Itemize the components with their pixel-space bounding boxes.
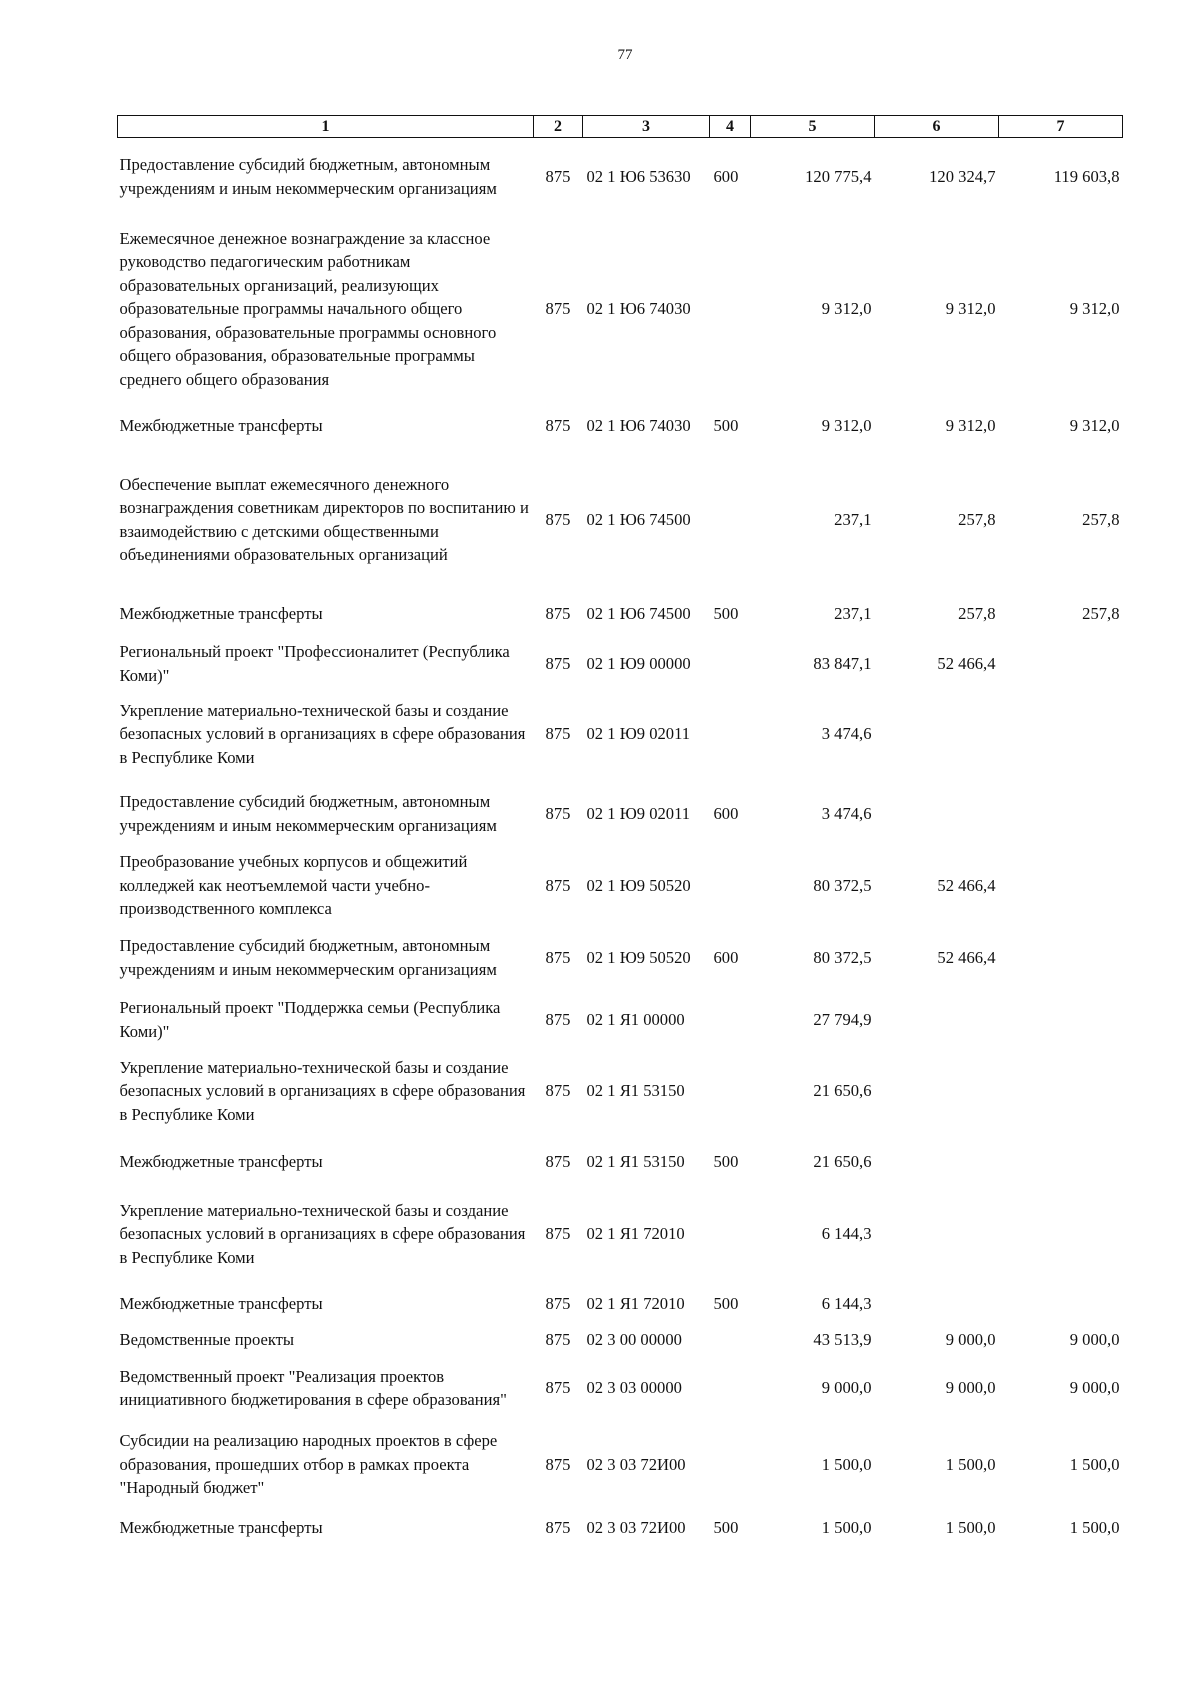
row-value-col6: 52 466,4 (937, 947, 996, 967)
table-row (118, 1188, 1123, 1281)
row-target-article: 02 1 Ю6 74030 (586, 415, 691, 435)
row-value-col6: 257,8 (958, 509, 996, 529)
row-value-col5: 3 474,6 (821, 724, 872, 744)
row-value-col6 (875, 1281, 999, 1327)
row-value-col6: 9 000,0 (945, 1329, 996, 1349)
row-name: Межбюджетные трансферты (119, 1152, 323, 1172)
row-expense-type: 500 (713, 415, 739, 435)
row-name: Обеспечение выплат ежемесячного денежного вознаграждения советникам директоров по воспитанию и взаимодействию с детскими общественными объединениями образовательных организаций (119, 474, 529, 564)
row-expense-type (710, 1424, 751, 1506)
row-grbs-code: 875 (545, 803, 571, 823)
row-value-col6: 52 466,4 (937, 653, 996, 673)
row-value-col5: 120 775,4 (805, 167, 872, 186)
table-row (118, 449, 1123, 591)
row-value-col7: 9 000,0 (1069, 1378, 1120, 1398)
row-name: Предоставление субсидий бюджетным, автономным учреждениям и иным некоммерческим организациям (119, 155, 497, 198)
row-grbs-code: 875 (545, 724, 571, 744)
budget-table (117, 115, 1123, 1550)
row-grbs-code: 875 (545, 299, 571, 319)
row-grbs-code: 875 (545, 947, 571, 967)
row-value-col5: 83 847,1 (813, 653, 872, 673)
row-value-col5: 1 500,0 (821, 1454, 872, 1474)
row-expense-type: 500 (713, 1293, 739, 1313)
row-expense-type: 600 (713, 803, 739, 823)
row-value-col6 (875, 778, 999, 850)
table-row (118, 922, 1123, 994)
row-name: Субсидии на реализацию народных проектов в сфере образования, прошедших отбор в рамках проекта "Народный бюджет" (119, 1431, 498, 1498)
row-value-col7 (999, 1137, 1123, 1188)
header-col-1: 1 (118, 116, 534, 138)
table-row (118, 1281, 1123, 1327)
row-expense-type (710, 216, 751, 403)
row-target-article: 02 1 Ю6 74500 (586, 603, 691, 623)
row-grbs-code: 875 (545, 603, 571, 623)
table-row (118, 138, 1123, 216)
row-value-col7 (999, 1188, 1123, 1281)
row-target-article: 02 1 Ю6 74500 (586, 509, 691, 529)
row-value-col6 (875, 994, 999, 1046)
row-expense-type: 500 (713, 1152, 739, 1172)
row-value-col7: 119 603,8 (1053, 167, 1120, 186)
row-value-col6 (875, 691, 999, 778)
row-value-col6: 52 466,4 (937, 875, 996, 895)
row-expense-type (710, 994, 751, 1046)
row-expense-type (710, 1327, 751, 1353)
row-value-col5: 1 500,0 (821, 1517, 872, 1537)
header-col-7: 7 (999, 116, 1123, 138)
row-target-article: 02 1 Ю9 50520 (586, 947, 691, 967)
row-value-col5: 3 474,6 (821, 803, 872, 823)
page-number: 77 (617, 47, 633, 63)
row-value-col5: 9 312,0 (821, 299, 872, 319)
row-grbs-code: 875 (545, 1152, 571, 1172)
row-grbs-code: 875 (545, 1329, 571, 1349)
row-grbs-code: 875 (545, 1378, 571, 1398)
row-value-col5: 237,1 (834, 603, 872, 623)
row-value-col7 (999, 691, 1123, 778)
table-row (118, 591, 1123, 637)
table-row (118, 637, 1123, 691)
row-name: Укрепление материально-технической базы и создание безопасных условий в организациях в сфере образования в Республике Коми (119, 1057, 526, 1124)
row-grbs-code: 875 (545, 167, 571, 186)
row-value-col7 (999, 778, 1123, 850)
row-target-article: 02 1 Я1 53150 (586, 1081, 685, 1101)
row-target-article: 02 1 Ю9 02011 (586, 803, 691, 823)
row-expense-type (710, 1046, 751, 1137)
row-grbs-code: 875 (545, 1224, 571, 1244)
row-name: Региональный проект "Поддержка семьи (Республика Коми)" (119, 998, 501, 1041)
row-name: Укрепление материально-технической базы и создание безопасных условий в организациях в сфере образования в Республике Коми (119, 1200, 526, 1267)
row-value-col7: 257,8 (1082, 509, 1120, 529)
row-target-article: 02 1 Я1 72010 (586, 1224, 685, 1244)
table-row (118, 778, 1123, 850)
row-target-article: 02 3 03 72И00 (586, 1517, 686, 1537)
row-value-col5: 80 372,5 (813, 875, 872, 895)
row-value-col7 (999, 922, 1123, 994)
row-target-article: 02 3 03 72И00 (586, 1454, 686, 1474)
table-row (118, 216, 1123, 403)
row-target-article: 02 1 Ю6 74030 (586, 299, 691, 319)
row-value-col5: 9 000,0 (821, 1378, 872, 1398)
row-value-col5: 237,1 (834, 509, 872, 529)
row-grbs-code: 875 (545, 415, 571, 435)
row-expense-type: 500 (713, 603, 739, 623)
row-value-col7 (999, 1281, 1123, 1327)
table-row (118, 1506, 1123, 1550)
row-value-col6: 120 324,7 (929, 167, 996, 186)
row-value-col7: 9 312,0 (1069, 415, 1120, 435)
row-name: Преобразование учебных корпусов и общежитий колледжей как неотъемлемой части учебно-производственного комплекса (119, 852, 468, 919)
row-target-article: 02 1 Ю9 00000 (586, 653, 691, 673)
table-row (118, 1424, 1123, 1506)
row-target-article: 02 1 Ю9 02011 (586, 724, 691, 744)
row-value-col7: 9 000,0 (1069, 1329, 1120, 1349)
row-target-article: 02 1 Ю6 53630 (586, 167, 691, 186)
row-name: Межбюджетные трансферты (119, 1293, 323, 1313)
row-value-col6: 257,8 (958, 603, 996, 623)
row-target-article: 02 1 Я1 53150 (586, 1152, 685, 1172)
row-grbs-code: 875 (545, 509, 571, 529)
row-target-article: 02 1 Я1 00000 (586, 1009, 685, 1029)
header-col-2: 2 (534, 116, 583, 138)
row-value-col7: 9 312,0 (1069, 299, 1120, 319)
row-expense-type (710, 449, 751, 591)
row-expense-type (710, 1353, 751, 1424)
row-value-col7: 1 500,0 (1069, 1454, 1120, 1474)
row-expense-type: 500 (713, 1517, 739, 1537)
row-value-col6: 1 500,0 (945, 1517, 996, 1537)
row-grbs-code: 875 (545, 1517, 571, 1537)
row-value-col6: 9 312,0 (945, 415, 996, 435)
row-value-col6: 1 500,0 (945, 1454, 996, 1474)
row-value-col6 (875, 1188, 999, 1281)
row-name: Ведомственные проекты (119, 1329, 295, 1349)
row-value-col6: 9 000,0 (945, 1378, 996, 1398)
row-grbs-code: 875 (545, 1009, 571, 1029)
row-expense-type (710, 1188, 751, 1281)
row-grbs-code: 875 (545, 875, 571, 895)
row-value-col6: 9 312,0 (945, 299, 996, 319)
row-expense-type (710, 637, 751, 691)
table-header-row (118, 116, 1123, 138)
row-target-article: 02 3 00 00000 (586, 1329, 682, 1349)
row-grbs-code: 875 (545, 1081, 571, 1101)
table-row (118, 1327, 1123, 1353)
row-value-col7 (999, 637, 1123, 691)
header-col-6: 6 (875, 116, 999, 138)
row-target-article: 02 3 03 00000 (586, 1378, 682, 1398)
header-col-5: 5 (751, 116, 875, 138)
row-value-col7 (999, 994, 1123, 1046)
row-value-col5: 80 372,5 (813, 947, 872, 967)
row-value-col6 (875, 1046, 999, 1137)
header-col-4: 4 (710, 116, 751, 138)
row-name: Предоставление субсидий бюджетным, автономным учреждениям и иным некоммерческим организациям (119, 792, 497, 835)
table-row (118, 850, 1123, 922)
row-name: Предоставление субсидий бюджетным, автономным учреждениям и иным некоммерческим организациям (119, 936, 497, 979)
row-expense-type (710, 850, 751, 922)
row-target-article: 02 1 Ю9 50520 (586, 875, 691, 895)
row-name: Межбюджетные трансферты (119, 603, 323, 623)
row-target-article: 02 1 Я1 72010 (586, 1293, 685, 1313)
row-value-col5: 6 144,3 (821, 1293, 872, 1313)
row-value-col7: 257,8 (1082, 603, 1120, 623)
row-grbs-code: 875 (545, 1293, 571, 1313)
table-row (118, 403, 1123, 449)
row-value-col5: 27 794,9 (813, 1009, 872, 1029)
row-value-col7 (999, 1046, 1123, 1137)
row-name: Укрепление материально-технической базы и создание безопасных условий в организациях в сфере образования в Республике Коми (119, 700, 526, 767)
table-row (118, 1046, 1123, 1137)
header-col-3: 3 (583, 116, 710, 138)
row-value-col5: 21 650,6 (813, 1081, 872, 1101)
table-row (118, 1353, 1123, 1424)
row-value-col7: 1 500,0 (1069, 1517, 1120, 1537)
row-name: Межбюджетные трансферты (119, 1517, 323, 1537)
table-row (118, 1137, 1123, 1188)
row-name: Ведомственный проект "Реализация проектов инициативного бюджетирования в сфере образования" (119, 1366, 507, 1409)
row-value-col7 (999, 850, 1123, 922)
row-expense-type (710, 691, 751, 778)
row-expense-type: 600 (713, 167, 739, 186)
row-name: Региональный проект "Профессионалитет (Республика Коми)" (119, 642, 510, 685)
row-value-col5: 21 650,6 (813, 1152, 872, 1172)
row-value-col5: 6 144,3 (821, 1224, 872, 1244)
table-row (118, 994, 1123, 1046)
table-row (118, 691, 1123, 778)
row-grbs-code: 875 (545, 653, 571, 673)
row-grbs-code: 875 (545, 1454, 571, 1474)
row-value-col5: 43 513,9 (813, 1329, 872, 1349)
row-value-col6 (875, 1137, 999, 1188)
row-expense-type: 600 (713, 947, 739, 967)
row-name: Ежемесячное денежное вознаграждение за классное руководство педагогическим работникам образовательных организаций, реализующих образовательные программы начального общего образования, образовательные программы основного общего образования, образовательные программы среднего общего образования (119, 228, 497, 389)
row-value-col5: 9 312,0 (821, 415, 872, 435)
row-name: Межбюджетные трансферты (119, 415, 323, 435)
